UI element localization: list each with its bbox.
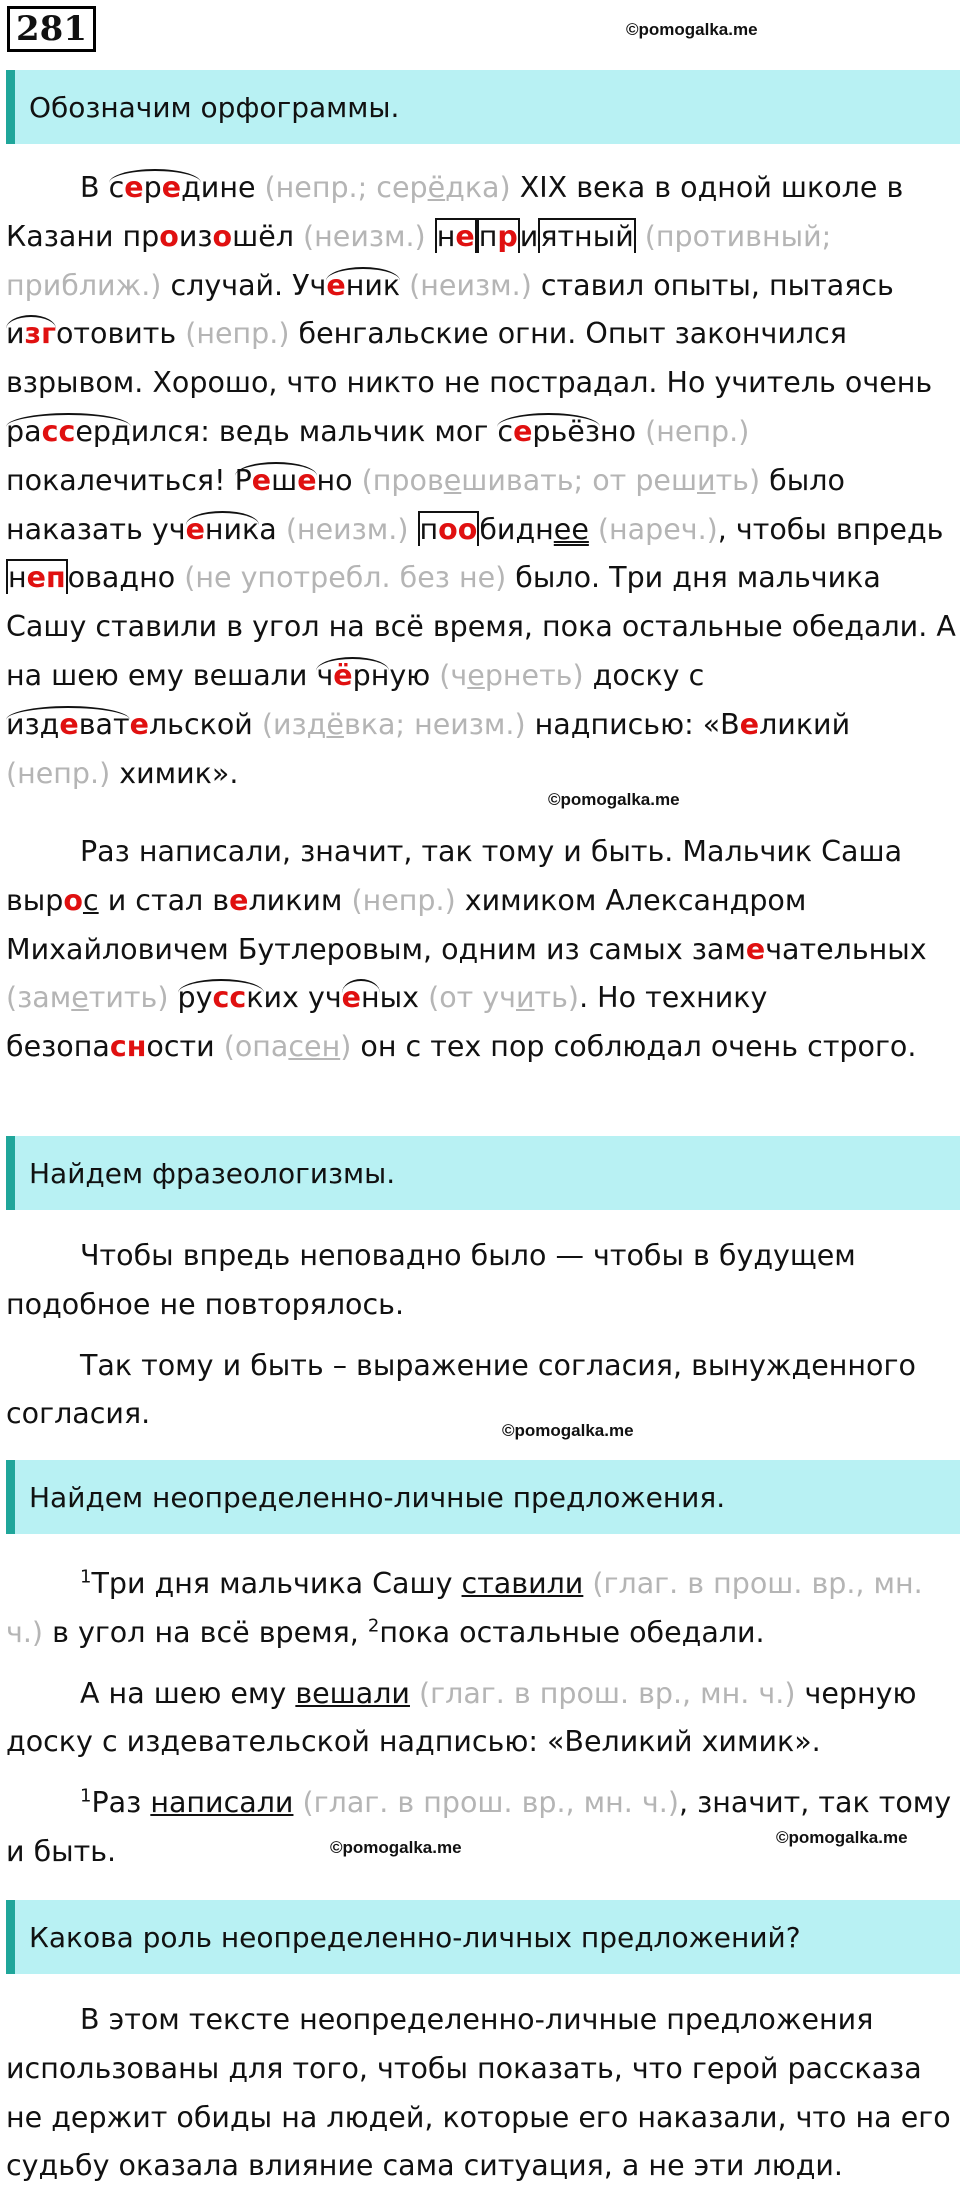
annotated-paragraph-1: В середине (непр.; серёдка) XIX века в одной школе в Казани произошёл (неизм.) не приятный (противный; приближ.) случай. Ученик (неизм.) ставил опыты, пытаясь изготовить (непр.) бенгальские огни. Опыт закончился взрывом. Хорошо, что никто не пострадал. Но учитель очень рассердился: ведь мальчик мог серьёзно (непр.) покалечиться! Решено (провешивать; от решить) было наказать ученика (неизм.) пообиднее (нареч.), чтобы впредь неповадно (не употребл. без не) было. Три дня мальчика Сашу ставили в угол на всё время, пока остальные обедали. А на шею ему вешали чёрную (чернеть) доску с издевательской (издёвка; неизм.) надписью: «Великий (непр.) химик».	[6, 171, 956, 790]
annotated-text-2	[6, 828, 956, 1072]
sentence-number: 2	[367, 1615, 380, 1637]
sentence-text: в угол на всё время,	[52, 1615, 359, 1649]
heading-role	[6, 1900, 960, 1974]
sentence-text: черную доску с издевательской надписью: «Великий химик».	[6, 1676, 917, 1759]
sentence-2	[6, 1670, 956, 1768]
watermark: ©pomogalka.me	[776, 1828, 908, 1847]
grammar-note: (глаг. в прош. вр., мн. ч.)	[302, 1786, 679, 1820]
heading-phraseology	[6, 1136, 960, 1210]
heading-orthograms-text: Обозначим орфограммы.	[29, 90, 400, 124]
role-paragraph: В этом тексте неопределенно-личные предложения использованы для того, чтобы показать, что герой рассказа не держит обиды на людей, которые его наказали, что на его судьбу оказала влияние сама ситуация, а не эти люди.	[6, 2003, 951, 2183]
grammar-note: (глаг. в прош. вр., мн. ч.)	[6, 1567, 923, 1649]
heading-role-text: Какова роль неопределенно-личных предложений?	[29, 1920, 801, 1954]
heading-phraseology-text: Найдем фразеологизмы.	[29, 1156, 396, 1190]
task-number: 281	[7, 6, 96, 52]
sentence-text: А на шею ему	[80, 1676, 287, 1710]
sentence-text: , значит, так тому и быть.	[6, 1786, 952, 1868]
phraseology-block	[6, 1232, 956, 1439]
sentence-number: 1	[80, 1785, 92, 1807]
predicate: ставили	[461, 1567, 584, 1600]
annotated-paragraph-2: Раз написали, значит, так тому и быть. Мальчик Саша вырос и стал великим (непр.) химиком Александром Михайловичем Бутлеровым, одним из самых замечательных (заметить) русских ученых (от учить). Но технику безопасности (опасен) он с тех пор соблюдал очень строго.	[6, 835, 927, 1064]
watermark: ©pomogalka.me	[548, 790, 680, 809]
sentence-text: Три дня мальчика Сашу	[91, 1567, 453, 1600]
role-block	[6, 1996, 956, 2191]
grammar-note: (глаг. в прош. вр., мн. ч.)	[419, 1676, 796, 1710]
sentence-text: Раз	[91, 1786, 142, 1820]
phraseology-paragraph-2: Так тому и быть – выражение согласия, вынужденного согласия.	[6, 1348, 916, 1431]
heading-orthograms	[6, 70, 960, 144]
annotated-text	[6, 164, 956, 798]
sentence-text: пока остальные обедали.	[379, 1615, 765, 1649]
sentence-1	[6, 1560, 956, 1658]
heading-sentences-text: Найдем неопределенно-личные предложения.	[29, 1480, 726, 1514]
predicate: вешали	[295, 1676, 410, 1710]
phraseology-paragraph-1: Чтобы впредь неповадно было — чтобы в будущем подобное не повторялось.	[6, 1239, 856, 1321]
heading-sentences	[6, 1460, 960, 1534]
watermark: ©pomogalka.me	[502, 1421, 634, 1440]
sentence-number: 1	[80, 1566, 92, 1588]
watermark: ©pomogalka.me	[330, 1838, 462, 1857]
watermark: ©pomogalka.me	[626, 20, 758, 39]
predicate: написали	[150, 1786, 294, 1820]
